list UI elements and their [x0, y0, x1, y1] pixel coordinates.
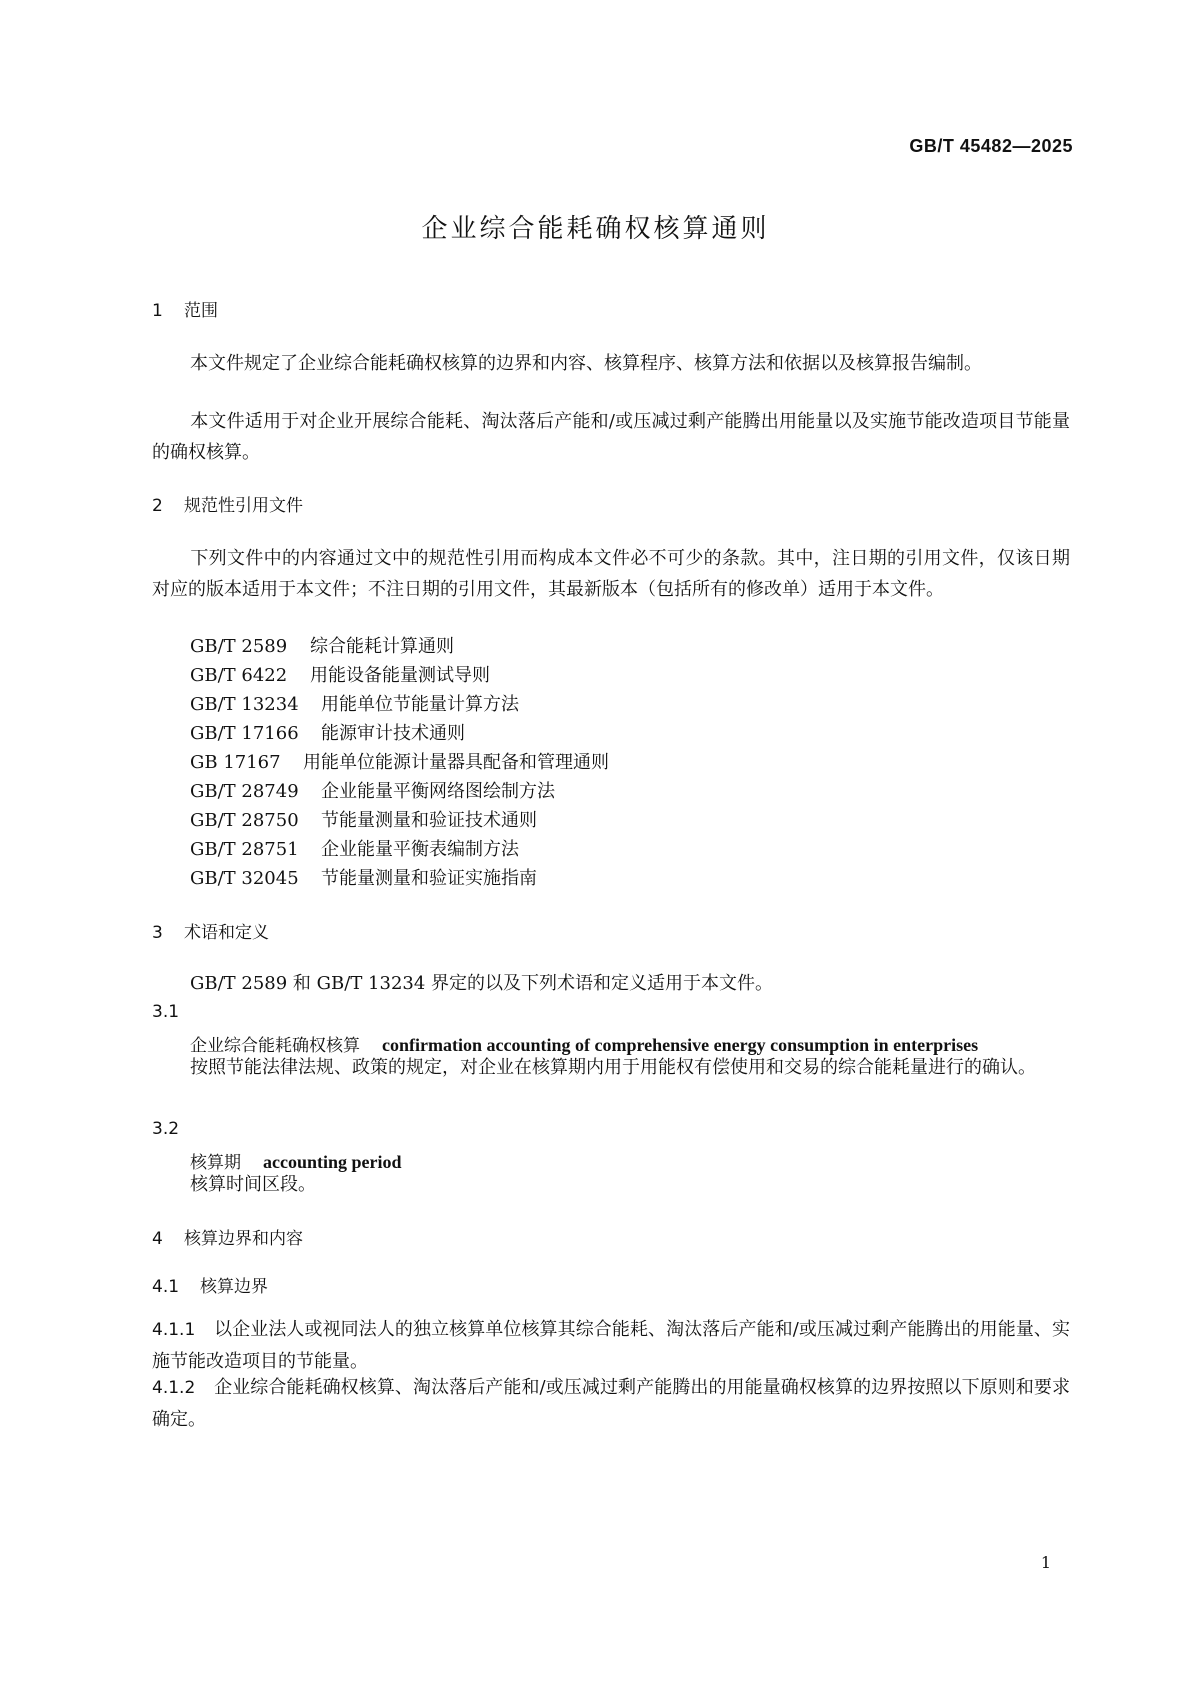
term-number: 3.1 — [152, 1002, 180, 1022]
reference-code: GB/T 28751 — [190, 839, 299, 860]
subsection-heading — [152, 1272, 268, 1297]
reference-title: 用能设备能量测试导则 — [310, 665, 490, 686]
paragraph-text: 本文件规定了企业综合能耗确权核算的边界和内容、核算程序、核算方法和依据以及核算报告编制。 — [190, 353, 982, 374]
reference-title: 用能单位节能量计算方法 — [321, 694, 519, 715]
subsection-title: 核算边界 — [200, 1277, 268, 1297]
clause — [152, 1372, 1070, 1435]
reference-title: 用能单位能源计量器具配备和管理通则 — [303, 752, 609, 773]
reference-code: GB/T 17166 — [190, 723, 299, 744]
reference-item — [190, 661, 490, 687]
paragraph-text: 本文件适用于对企业开展综合能耗、淘汰落后产能和/或压减过剩产能腾出用能量以及实施节能改造项目节能量的确权核算。 — [152, 411, 1070, 463]
section-heading-1 — [152, 296, 218, 321]
section-title: 范围 — [184, 301, 218, 321]
reference-title: 企业能量平衡网络图绘制方法 — [321, 781, 555, 802]
reference-item — [190, 777, 555, 803]
term-definition — [152, 1169, 1070, 1200]
clause-text: 以企业法人或视同法人的独立核算单位核算其综合能耗、淘汰落后产能和/或压减过剩产能腾出的用能量、实施节能改造项目的节能量。 — [152, 1319, 1070, 1372]
clause-number: 4.1.2 — [152, 1378, 196, 1398]
standard-code: GB/T 45482—2025 — [909, 136, 1073, 156]
reference-code: GB/T 2589 — [190, 636, 288, 657]
section-heading-2 — [152, 491, 303, 516]
section-number: 4 — [152, 1229, 163, 1249]
term-number: 3.2 — [152, 1119, 180, 1139]
paragraph — [152, 543, 1070, 605]
paragraph-text: 核算时间区段。 — [190, 1174, 316, 1195]
subsection-number: 4.1 — [152, 1277, 180, 1297]
reference-code: GB 17167 — [190, 752, 281, 773]
term-chinese: 企业综合能耗确权核算 — [190, 1036, 360, 1056]
reference-code: GB/T 13234 — [190, 694, 299, 715]
clause-number: 4.1.1 — [152, 1320, 196, 1340]
reference-title: 能源审计技术通则 — [321, 723, 465, 744]
term-chinese: 核算期 — [190, 1153, 241, 1173]
paragraph-text: 下列文件中的内容通过文中的规范性引用而构成本文件必不可少的条款。其中，注日期的引用文件，仅该日期对应的版本适用于本文件；不注日期的引用文件，其最新版本（包括所有的修改单）适用于本文件。 — [152, 548, 1070, 600]
section-heading-4 — [152, 1224, 303, 1249]
section-title: 规范性引用文件 — [184, 496, 303, 516]
paragraph — [152, 348, 1070, 379]
section-heading-3 — [152, 918, 269, 943]
reference-code: GB/T 28749 — [190, 781, 299, 802]
reference-item — [190, 632, 454, 658]
reference-title: 节能量测量和验证技术通则 — [321, 810, 537, 831]
clause — [152, 1314, 1070, 1377]
paragraph-text: 按照节能法律法规、政策的规定，对企业在核算期内用于用能权有偿使用和交易的综合能耗量进行的确认。 — [190, 1057, 1036, 1078]
reference-code: GB/T 28750 — [190, 810, 299, 831]
reference-item — [190, 864, 537, 890]
paragraph — [152, 968, 1070, 999]
reference-item — [190, 690, 519, 716]
reference-title: 企业能量平衡表编制方法 — [321, 839, 519, 860]
reference-item — [190, 835, 519, 861]
reference-item — [190, 748, 609, 774]
paragraph-text: GB/T 2589 和 GB/T 13234 界定的以及下列术语和定义适用于本文件。 — [190, 973, 774, 994]
section-number: 1 — [152, 301, 163, 321]
term-english: accounting period — [263, 1152, 402, 1172]
clause-text: 企业综合能耗确权核算、淘汰落后产能和/或压减过剩产能腾出的用能量确权核算的边界按照以下原则和要求确定。 — [152, 1377, 1070, 1430]
document-title: 企业综合能耗确权核算通则 — [421, 214, 770, 244]
reference-code: GB/T 32045 — [190, 868, 299, 889]
reference-code: GB/T 6422 — [190, 665, 288, 686]
section-number: 2 — [152, 496, 163, 516]
section-title: 核算边界和内容 — [184, 1229, 303, 1249]
reference-item — [190, 719, 465, 745]
section-title: 术语和定义 — [184, 923, 269, 943]
term-definition — [152, 1052, 1070, 1083]
section-number: 3 — [152, 923, 163, 943]
reference-item — [190, 806, 537, 832]
paragraph — [152, 406, 1070, 468]
page-number: 1 — [1040, 1553, 1051, 1572]
reference-title: 综合能耗计算通则 — [310, 636, 454, 657]
reference-title: 节能量测量和验证实施指南 — [321, 868, 537, 889]
term-english: confirmation accounting of comprehensive energy consumption in enterprises — [382, 1035, 979, 1055]
